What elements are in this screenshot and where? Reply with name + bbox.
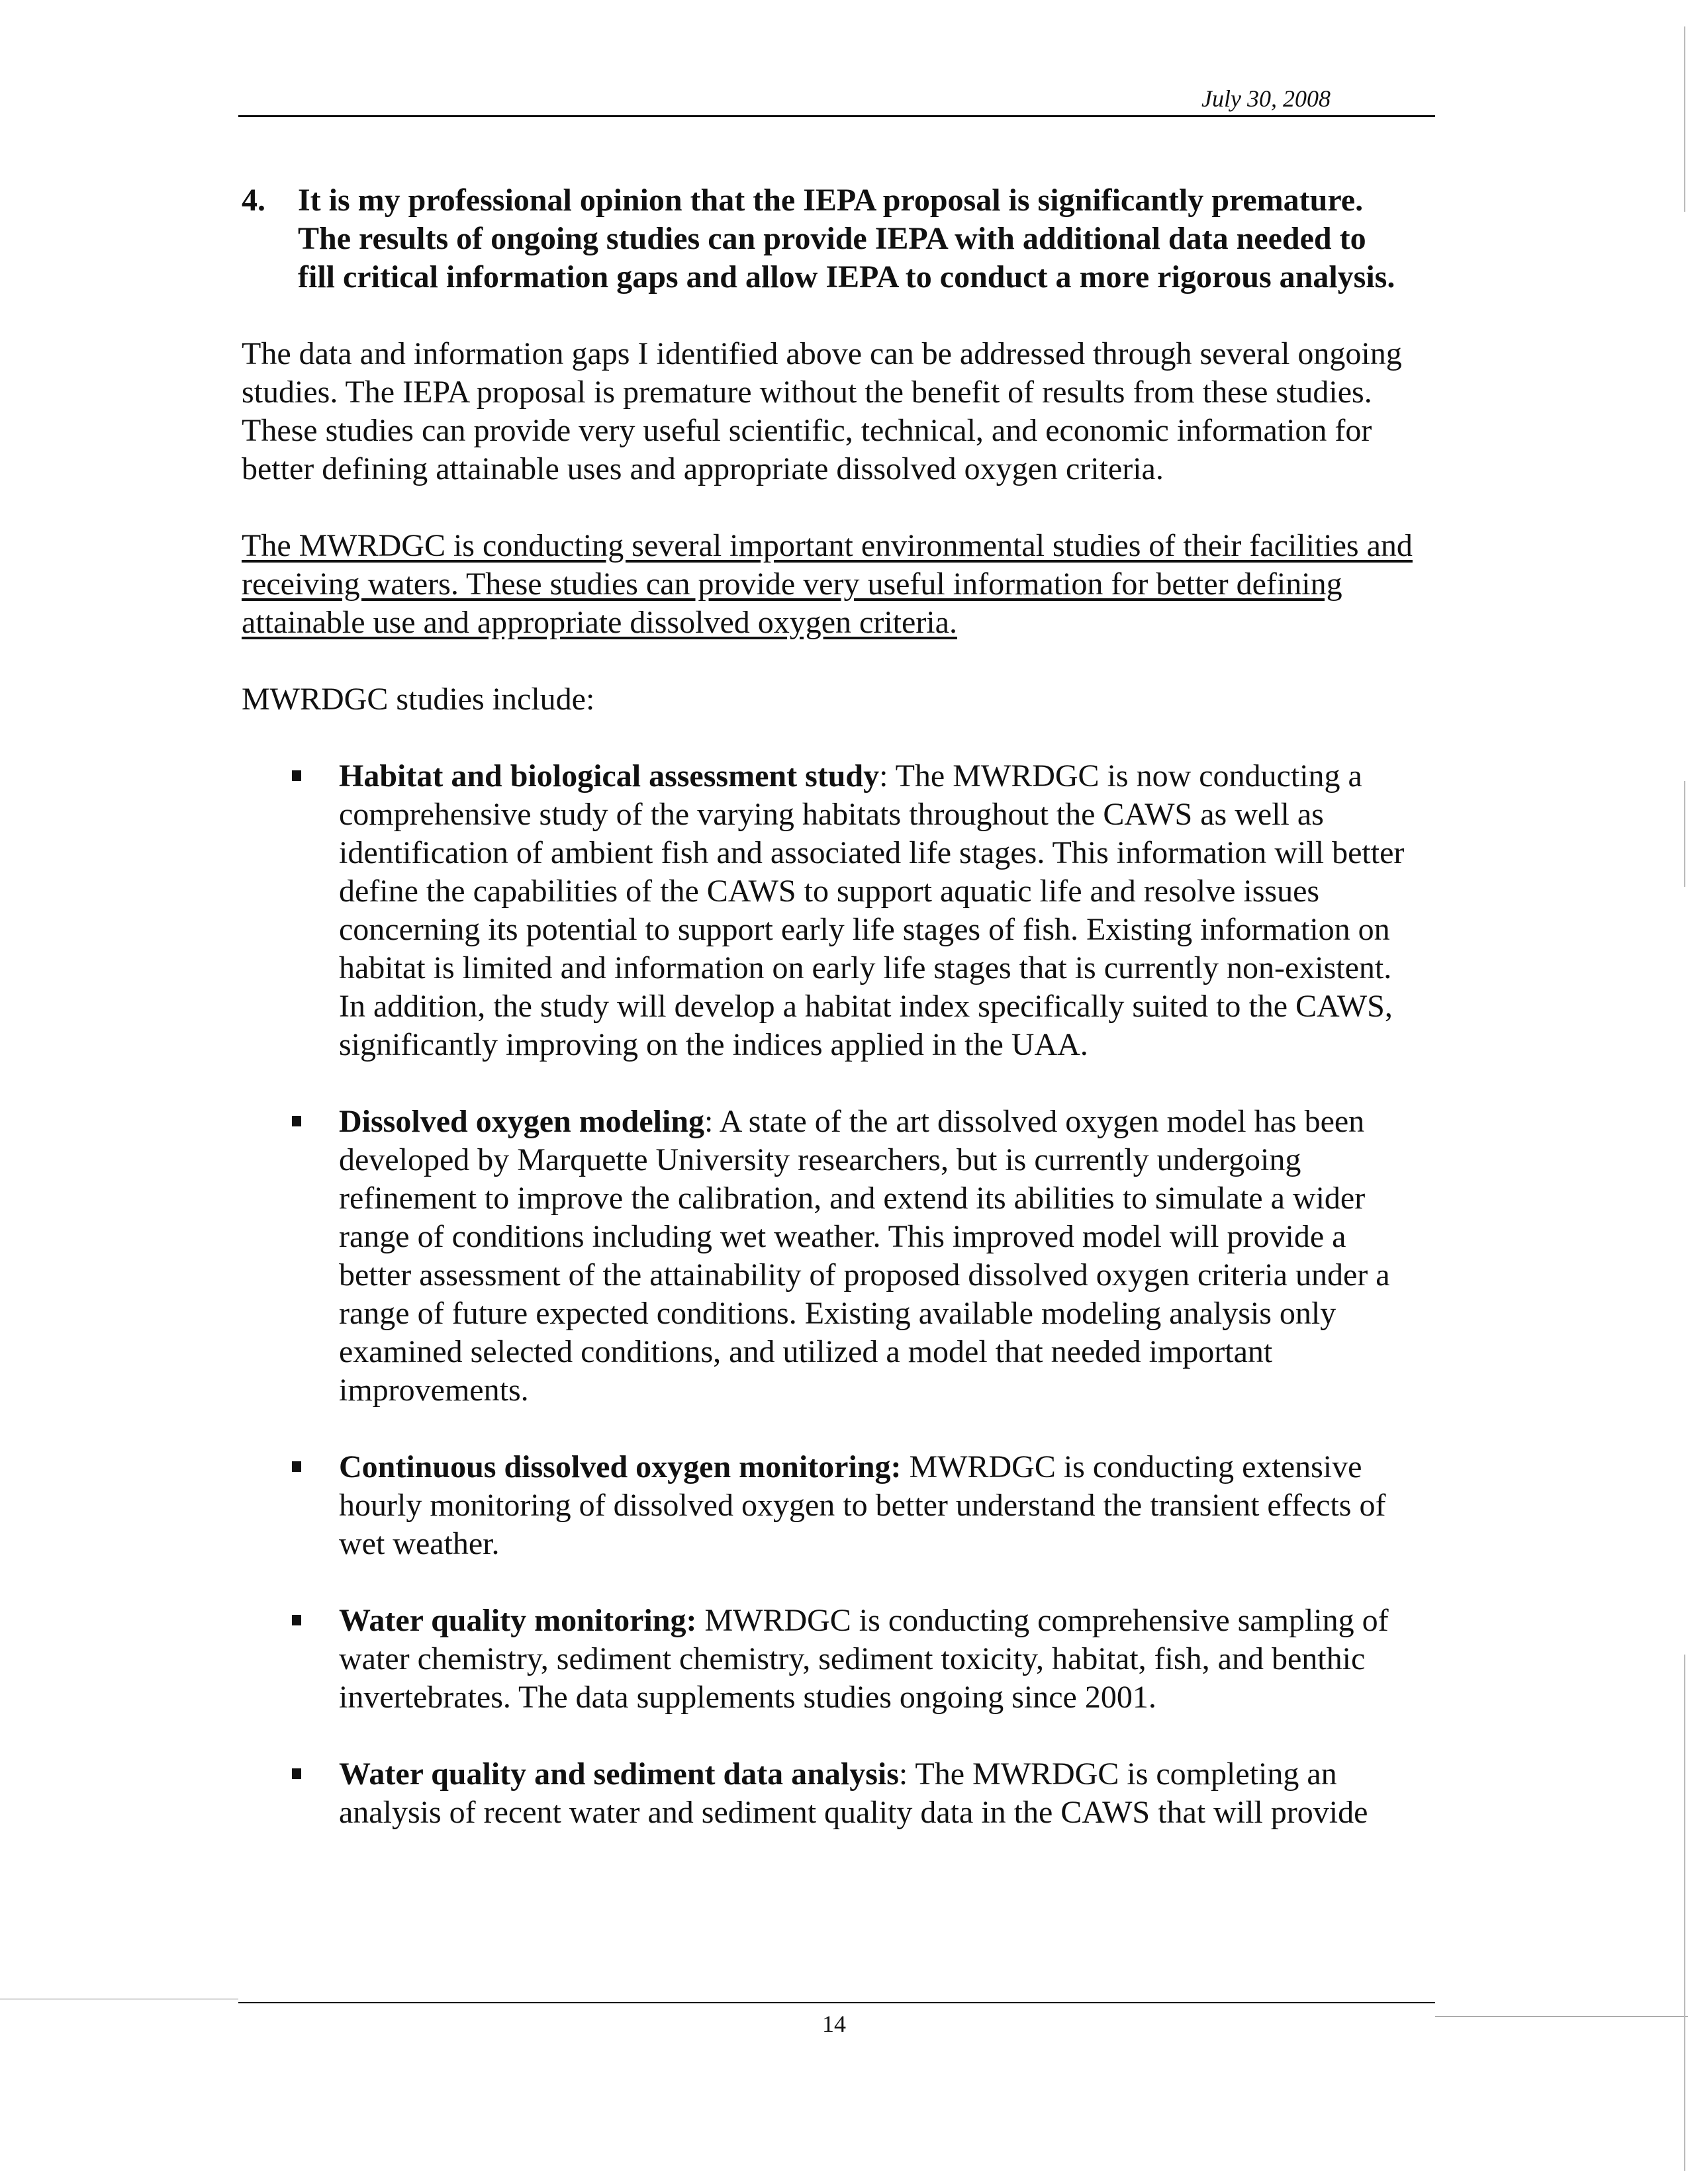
list-item-body (339, 1755, 1411, 1832)
study-text: The MWRDGC is completing an analysis of recent water and sediment quality data in the CAWS that will provide (339, 1756, 1368, 1830)
list-item-body (339, 1103, 1411, 1410)
list-item (242, 1602, 1440, 1717)
header-rule (238, 115, 1435, 117)
study-title: Water quality monitoring: (339, 1603, 697, 1638)
paragraph-data-gaps: The data and information gaps I identified above can be addressed through several ongoing studies. The IEPA proposal is premature without the benefit of results from these studies. These studies can provide very useful scientific, technical, and economic information for better defining attainable uses and appropriate dissolved oxygen criteria. (242, 336, 1402, 486)
study-title-sep: : (704, 1104, 714, 1139)
study-title: Water quality and sediment data analysis (339, 1756, 899, 1792)
bullet-marker (242, 1755, 339, 1832)
scan-edge-mark (1684, 1655, 1685, 2171)
bullet-marker (242, 1448, 339, 1563)
section-heading (242, 181, 1440, 296)
list-item (242, 1755, 1440, 1832)
section-number: 4. (242, 183, 265, 218)
list-item-body (339, 1448, 1411, 1563)
list-item (242, 1448, 1440, 1563)
footer-rule (238, 2002, 1435, 2003)
study-title: Dissolved oxygen modeling (339, 1104, 705, 1139)
list-item (242, 757, 1440, 1064)
scan-edge-mark (1684, 781, 1685, 887)
list-item (242, 1103, 1440, 1410)
page-number: 14 (822, 2011, 846, 2037)
study-text: MWRDGC is conducting extensive hourly monitoring of dissolved oxygen to better understand the transient effects of wet weather. (339, 1449, 1386, 1561)
bullet-marker (242, 757, 339, 1064)
bullet-marker (242, 1602, 339, 1717)
study-title-sep: : (879, 758, 888, 794)
list-item-body (339, 1602, 1411, 1717)
scan-artifact-line (1435, 2016, 1688, 2017)
study-text: The MWRDGC is now conducting a comprehensive study of the varying habitats throughout the CAWS as well as identification of ambient fish and associated life stages. This information will better define the capabilities of the CAWS to support aquatic life and resolve issues concerning its potential to support early life stages of fish. Existing information on habitat is limited and information on early life stages that is currently non-existent. In addition, the study will develop a habitat index specifically suited to the CAWS, significantly improving on the indices applied in the UAA. (339, 758, 1405, 1062)
paragraph-studies-intro: MWRDGC studies include: (242, 682, 595, 717)
page-content (242, 181, 1440, 1870)
scan-edge-mark (1684, 26, 1685, 212)
study-text: MWRDGC is conducting comprehensive sampling of water chemistry, sediment chemistry, sediment toxicity, habitat, fish, and benthic invertebrates. The data supplements studies ongoing since 2001. (339, 1603, 1389, 1715)
study-title-sep: : (898, 1756, 908, 1792)
bullet-marker (242, 1103, 339, 1410)
list-item-body (339, 757, 1411, 1064)
section-heading-text: It is my professional opinion that the IEPA proposal is significantly premature. The results of ongoing studies can provide IEPA with additional data needed to fill critical information gaps and allow IEPA to conduct a more rigorous analysis. (298, 183, 1395, 295)
paragraph-mwrdgc-studies: The MWRDGC is conducting several important environmental studies of their facilities and receiving waters. These studies can provide very useful information for better defining attainable use and appropriate dissolved oxygen criteria. (242, 528, 1413, 640)
study-title: Habitat and biological assessment study (339, 758, 880, 794)
header-date: July 30, 2008 (1201, 85, 1331, 112)
study-title: Continuous dissolved oxygen monitoring: (339, 1449, 902, 1484)
study-text: A state of the art dissolved oxygen model has been developed by Marquette University researchers, but is currently undergoing refinement to improve the calibration, and extend its abilities to simulate a wider range of conditions including wet weather. This improved model will provide a better assessment of the attainability of proposed dissolved oxygen criteria under a range of future expected conditions. Existing available modeling analysis only examined selected conditions, and utilized a model that needed important improvements. (339, 1104, 1390, 1408)
studies-list (242, 757, 1440, 1832)
